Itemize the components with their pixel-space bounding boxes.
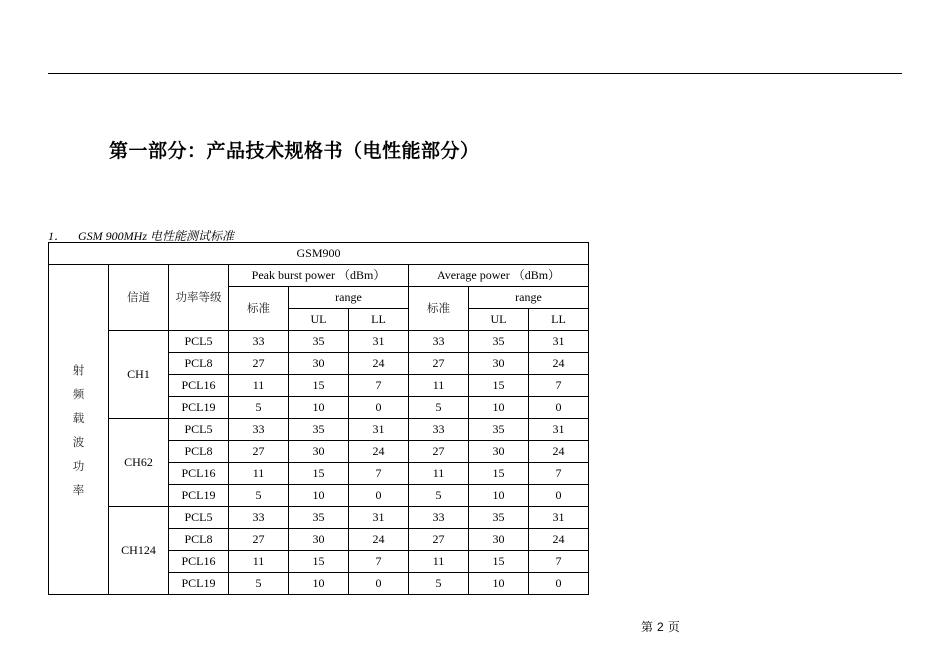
peak-ll-cell: 24 bbox=[349, 353, 409, 375]
page-value: 2 bbox=[657, 620, 664, 634]
peak-ll-cell: 31 bbox=[349, 507, 409, 529]
peak-ll-cell: 24 bbox=[349, 529, 409, 551]
peak-ll-cell: 0 bbox=[349, 485, 409, 507]
peak-standard-cell: 27 bbox=[229, 353, 289, 375]
average-standard-cell: 11 bbox=[409, 375, 469, 397]
average-ll-cell: 31 bbox=[529, 419, 589, 441]
channel-header: 信道 bbox=[109, 265, 169, 331]
average-ll-cell: 24 bbox=[529, 353, 589, 375]
peak-standard-cell: 11 bbox=[229, 375, 289, 397]
header-rule bbox=[48, 73, 902, 74]
average-ul-header: UL bbox=[469, 309, 529, 331]
peak-range-header: range bbox=[289, 287, 409, 309]
power-level-cell: PCL5 bbox=[169, 419, 229, 441]
caption-text: GSM 900MHz 电性能测试标准 bbox=[78, 229, 235, 243]
average-standard-header: 标准 bbox=[409, 287, 469, 331]
peak-standard-cell: 5 bbox=[229, 397, 289, 419]
peak-standard-cell: 33 bbox=[229, 331, 289, 353]
average-standard-cell: 33 bbox=[409, 331, 469, 353]
power-level-cell: PCL8 bbox=[169, 441, 229, 463]
row-group-char: 频 bbox=[72, 386, 85, 401]
row-group-char: 波 bbox=[72, 434, 85, 449]
average-ul-cell: 35 bbox=[469, 331, 529, 353]
peak-ll-cell: 31 bbox=[349, 419, 409, 441]
page-prefix: 第 bbox=[641, 620, 654, 634]
peak-ll-cell: 7 bbox=[349, 375, 409, 397]
power-level-cell: PCL19 bbox=[169, 485, 229, 507]
peak-standard-cell: 27 bbox=[229, 441, 289, 463]
average-ll-cell: 0 bbox=[529, 485, 589, 507]
power-level-cell: PCL5 bbox=[169, 331, 229, 353]
average-standard-cell: 33 bbox=[409, 419, 469, 441]
average-ll-cell: 0 bbox=[529, 397, 589, 419]
average-range-header: range bbox=[469, 287, 589, 309]
channel-cell: CH124 bbox=[109, 507, 169, 595]
table-row bbox=[49, 507, 589, 529]
peak-ul-cell: 30 bbox=[289, 441, 349, 463]
peak-ul-cell: 15 bbox=[289, 551, 349, 573]
peak-standard-cell: 5 bbox=[229, 485, 289, 507]
row-group-char: 射 bbox=[72, 362, 85, 377]
power-level-cell: PCL5 bbox=[169, 507, 229, 529]
average-ll-cell: 7 bbox=[529, 551, 589, 573]
power-level-cell: PCL19 bbox=[169, 397, 229, 419]
table-top-header: GSM900 bbox=[49, 243, 589, 265]
peak-ul-cell: 30 bbox=[289, 353, 349, 375]
peak-ul-cell: 10 bbox=[289, 573, 349, 595]
average-ll-cell: 7 bbox=[529, 375, 589, 397]
row-group-label bbox=[49, 265, 109, 595]
peak-ll-cell: 24 bbox=[349, 441, 409, 463]
table-row bbox=[49, 331, 589, 353]
average-standard-cell: 27 bbox=[409, 529, 469, 551]
average-standard-cell: 11 bbox=[409, 463, 469, 485]
peak-ul-cell: 35 bbox=[289, 507, 349, 529]
power-level-header: 功率等级 bbox=[169, 265, 229, 331]
peak-ul-cell: 35 bbox=[289, 331, 349, 353]
average-power-header: Average power （dBm） bbox=[409, 265, 589, 287]
average-standard-cell: 27 bbox=[409, 441, 469, 463]
gsm900-power-table bbox=[48, 242, 589, 595]
power-level-cell: PCL16 bbox=[169, 551, 229, 573]
peak-standard-cell: 11 bbox=[229, 551, 289, 573]
peak-ll-cell: 0 bbox=[349, 573, 409, 595]
average-ll-cell: 7 bbox=[529, 463, 589, 485]
row-group-char: 功 bbox=[72, 458, 85, 473]
average-ll-cell: 24 bbox=[529, 441, 589, 463]
average-ll-header: LL bbox=[529, 309, 589, 331]
average-ul-cell: 15 bbox=[469, 375, 529, 397]
row-group-char: 载 bbox=[72, 410, 85, 425]
caption-number: 1． bbox=[48, 229, 67, 243]
row-group-char: 率 bbox=[72, 482, 85, 497]
peak-standard-cell: 5 bbox=[229, 573, 289, 595]
peak-standard-cell: 27 bbox=[229, 529, 289, 551]
peak-ll-cell: 7 bbox=[349, 551, 409, 573]
average-ul-cell: 15 bbox=[469, 551, 529, 573]
power-level-cell: PCL19 bbox=[169, 573, 229, 595]
table-row bbox=[49, 419, 589, 441]
power-level-cell: PCL16 bbox=[169, 463, 229, 485]
average-ul-cell: 10 bbox=[469, 573, 529, 595]
peak-standard-cell: 33 bbox=[229, 419, 289, 441]
average-standard-cell: 5 bbox=[409, 573, 469, 595]
average-standard-cell: 33 bbox=[409, 507, 469, 529]
average-ul-cell: 30 bbox=[469, 441, 529, 463]
average-ul-cell: 15 bbox=[469, 463, 529, 485]
average-standard-cell: 5 bbox=[409, 485, 469, 507]
peak-ul-cell: 35 bbox=[289, 419, 349, 441]
peak-ul-cell: 10 bbox=[289, 485, 349, 507]
average-ul-cell: 30 bbox=[469, 529, 529, 551]
peak-ul-cell: 30 bbox=[289, 529, 349, 551]
peak-ll-cell: 7 bbox=[349, 463, 409, 485]
peak-ul-cell: 10 bbox=[289, 397, 349, 419]
average-ll-cell: 24 bbox=[529, 529, 589, 551]
peak-power-header: Peak burst power （dBm） bbox=[229, 265, 409, 287]
average-ul-cell: 30 bbox=[469, 353, 529, 375]
peak-ll-cell: 0 bbox=[349, 397, 409, 419]
average-ul-cell: 35 bbox=[469, 507, 529, 529]
peak-standard-cell: 33 bbox=[229, 507, 289, 529]
peak-standard-cell: 11 bbox=[229, 463, 289, 485]
peak-ll-cell: 31 bbox=[349, 331, 409, 353]
page-title: 第一部分：产品技术规格书（电性能部分） bbox=[109, 140, 480, 162]
page-number bbox=[641, 618, 680, 635]
peak-ul-header: UL bbox=[289, 309, 349, 331]
power-level-cell: PCL8 bbox=[169, 353, 229, 375]
average-standard-cell: 11 bbox=[409, 551, 469, 573]
peak-ul-cell: 15 bbox=[289, 463, 349, 485]
power-level-cell: PCL8 bbox=[169, 529, 229, 551]
average-ll-cell: 31 bbox=[529, 507, 589, 529]
average-ul-cell: 10 bbox=[469, 485, 529, 507]
peak-standard-header: 标准 bbox=[229, 287, 289, 331]
average-ul-cell: 35 bbox=[469, 419, 529, 441]
power-level-cell: PCL16 bbox=[169, 375, 229, 397]
channel-cell: CH1 bbox=[109, 331, 169, 419]
average-ul-cell: 10 bbox=[469, 397, 529, 419]
average-ll-cell: 31 bbox=[529, 331, 589, 353]
peak-ll-header: LL bbox=[349, 309, 409, 331]
average-ll-cell: 0 bbox=[529, 573, 589, 595]
average-standard-cell: 27 bbox=[409, 353, 469, 375]
page-suffix: 页 bbox=[667, 620, 680, 634]
peak-ul-cell: 15 bbox=[289, 375, 349, 397]
average-standard-cell: 5 bbox=[409, 397, 469, 419]
channel-cell: CH62 bbox=[109, 419, 169, 507]
